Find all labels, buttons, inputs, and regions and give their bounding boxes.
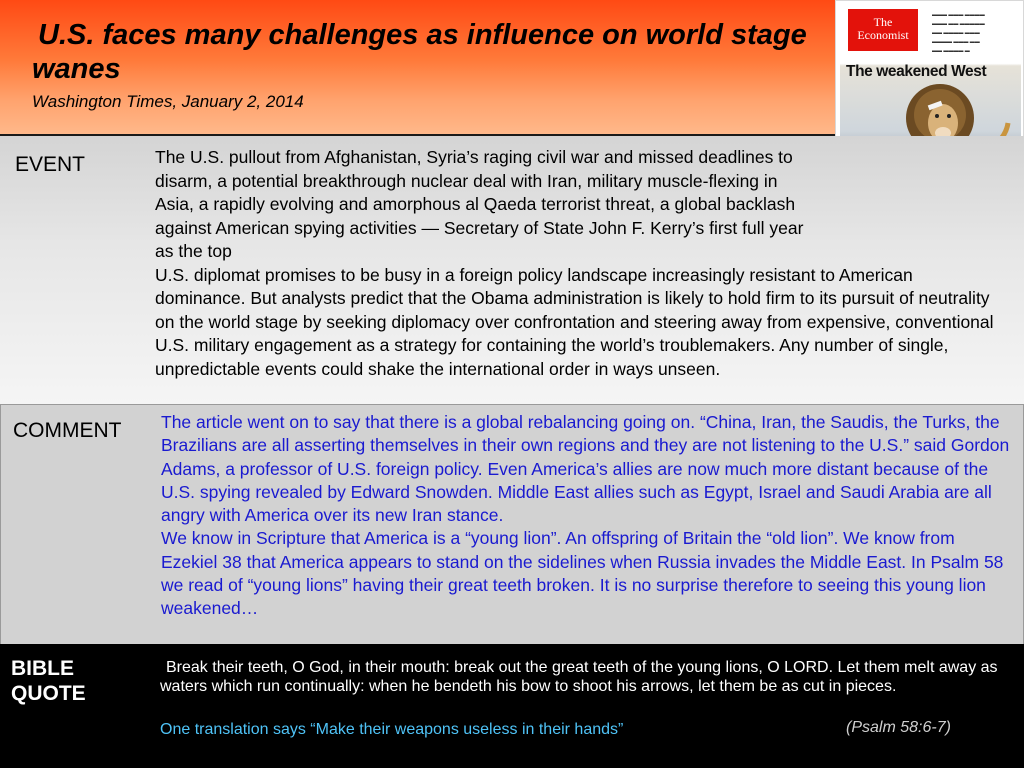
header-banner [0,0,835,136]
comment-label: COMMENT [13,419,122,442]
scripture-reference: (Psalm 58:6-7) [846,719,951,736]
page-title: U.S. faces many challenges as influence on world stage wanes [32,19,807,85]
economist-logo: The Economist [848,9,918,51]
bible-quote-label: BIBLE QUOTE [11,657,86,705]
comment-paragraph-1: The article went on to say that there is a global rebalancing going on. “China, Iran, the Saudis, the Turks, the Brazilians are all asserting themselves in their own regions and they are not listening to the U.S.” said Gordon Adams, a professor of U.S. foreign policy. Even America’s allies are now much more distant because of the U.S. spying revealed by Edward Snowden. Middle East allies such as Egypt, Israel and Saudi Arabia are all angry with America over its new Iran stance. [161,412,1010,526]
cover-teasers: ▬▬▬ ▬▬▬ ▬▬▬▬ ▬▬▬ ▬▬ ▬▬▬▬▬ ▬▬ ▬▬▬▬ ▬▬▬ ▬▬▬▬ ▬▬▬ ▬▬ ▬▬ ▬▬▬▬ ▬ [932,12,985,54]
cover-headline: The weakened West [846,63,987,80]
event-section [0,136,1024,404]
bible-verse: Break their teeth, O God, in their mouth: break out the great teeth of the young lions, O LORD. Let them melt away as waters which run continually: when he bendeth his bow to shoot his arrows, let them be as cut in pieces. [160,659,998,695]
event-label: EVENT [15,153,86,176]
comment-text [161,411,1011,621]
event-text-part2: U.S. diplomat promises to be busy in a foreign policy landscape increasingly resistant to American dominance. But analysts predict that the Obama administration is likely to hold firm to its pursuit of neutrality on the world stage by seeking diplomacy over confrontation and steering away from expensive, conventional U.S. military engagement as a strategy for containing the world’s troublemakers. Any number of single, unpredictable events could shake the international order in ways unseen. [155,264,994,379]
comment-section [0,404,1024,644]
article-source: Washington Times, January 2, 2014 [32,92,304,111]
event-text [155,146,1000,381]
comment-paragraph-2: We know in Scripture that America is a “young lion”. An offspring of Britain the “old lion”. We know from Ezekiel 38 that America appears to stand on the sidelines when Russia invades the Middle East. In Psalm 58 we read of “young lions” having their great teeth broken. It is no surprise therefore to seeing this young lion weakened… [161,528,1004,619]
translation-note: One translation says “Make their weapons useless in their hands” [160,721,624,738]
bible-quote-section [0,644,1024,768]
event-text-part1: The U.S. pullout from Afghanistan, Syria’s raging civil war and missed deadlines to disarm, a potential breakthrough nuclear deal with Iran, military muscle-flexing in Asia, a rapidly evolving and amorphous al Qaeda terrorist threat, a global backlash against American spying activities — Secretary of State John F. Kerry’s first full year as the top [155,147,804,261]
